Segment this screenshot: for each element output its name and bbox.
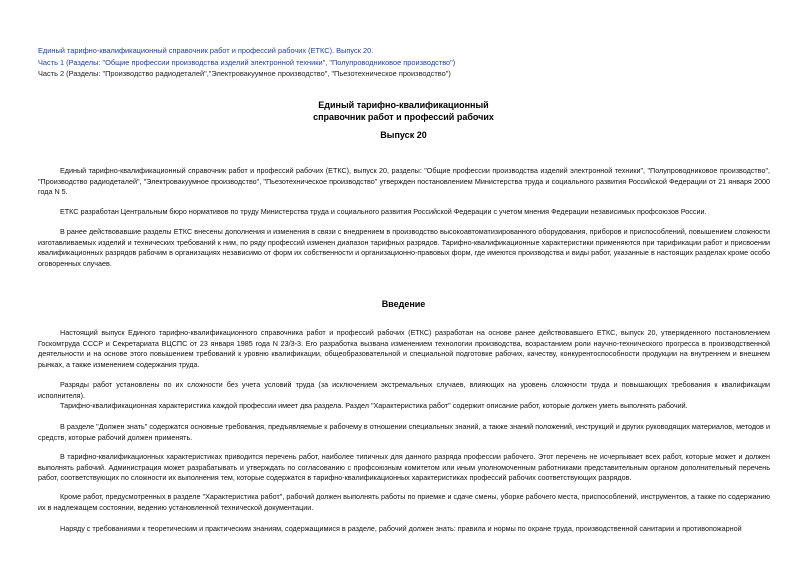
body-paragraph: Разряды работ установлены по их сложности без учета условий труда (за исключением экстремальных случаев, влияющих на уровень сложности труда и повышающих требования к квалификации исполнителя). — [38, 380, 770, 400]
intro-paragraph: Единый тарифно-квалификационный справочник работ и профессий рабочих (ЕТКС), выпуск 20, разделы: "Общие профессии производства изделий электронной техники", "Полупроводниковое производство", "Производство радиодеталей", "Электровакуумное производство", "Пьезотехническое производство" утвержден постановлением Министерства труда и социального развития Российской Федерации от 21 января 2000 года N 5. — [38, 166, 770, 196]
doc-issue-number: Выпуск 20 — [380, 130, 427, 140]
body-paragraph: Кроме работ, предусмотренных в разделе "Характеристика работ", рабочий должен выполнять работы по приемке и сдаче смены, уборке рабочего места, приспособлений, инструментов, а также по содержанию их в надлежащем состоянии, ведению установленной технической документации. — [38, 492, 770, 512]
body-paragraph: Тарифно-квалификационная характеристика каждой профессии имеет два раздела. Раздел "Характеристика работ" содержит описание работ, которые должен уметь выполнять рабочий. — [60, 401, 688, 410]
section-title-introduction: Введение — [381, 299, 426, 309]
doc-title-line2: справочник работ и профессий рабочих — [313, 112, 494, 122]
body-paragraph: Настоящий выпуск Единого тарифно-квалификационного справочника работ и профессий рабочих (ЕТКС) разработан на основе ранее действовавшего ЕТКС, выпуск 20, утвержденного постановлением Госкомтруда СССР и Секретариата ВЦСПС от 23 января 1985 года N 23/3-3. Его разработка вызвана изменением технологии производства, возрастанием роли научно-технического прогресса в производственной деятельности и на основе этого повышением требований к уровню квалификации, общеобразовательной и специальной подготовке рабочих, качеству, конкурентоспособности продукции на внутреннем и внешнем рынках, а также изменением содержания труда. — [38, 328, 770, 369]
header-link-etks-issue[interactable]: Единый тарифно-квалификационный справочник работ и профессий рабочих (ЕТКС). Выпуск 20. — [38, 46, 374, 55]
intro-paragraph: ЕТКС разработан Центральным бюро нормативов по труду Министерства труда и социального развития Российской Федерации с учетом мнения Федерации независимых профсоюзов России. — [60, 207, 707, 216]
intro-paragraph: В ранее действовавшие разделы ЕТКС внесены дополнения и изменения в связи с внедрением в производство высокоавтоматизированного оборудования, приборов и приспособлений, повышением сложности изготавливаемых изделий и технических требований к ним, по ряду профессий изменен диапазон тарифных разрядов. Тарифно-квалификационные характеристики применяются при тарификации работ и присвоении квалификационных разрядов рабочим в организациях независимо от форм их собственности и организационно-правовых форм, где имеются производства и виды работ, указанные в настоящих разделах кроме особо оговоренных случаев. — [38, 227, 770, 268]
header-part2: Часть 2 (Разделы: "Производство радиодеталей","Электровакуумное производство", "Пьезотехническое производство") — [38, 69, 451, 78]
doc-title-line1: Единый тарифно-квалификационный — [318, 100, 489, 110]
body-paragraph: В разделе "Должен знать" содержатся основные требования, предъявляемые к рабочему в отношении специальных знаний, а также знаний положений, инструкций и других руководящих материалов, методов и средств, которые рабочий должен применять. — [38, 422, 770, 442]
header-link-part1[interactable]: Часть 1 (Разделы: "Общие профессии производства изделий электронной техники", "Полупроводниковое производство") — [38, 58, 456, 67]
body-paragraph: Наряду с требованиями к теоретическим и практическим знаниям, содержащимися в разделе, рабочий должен знать: правила и нормы по охране труда, производственной санитарии и противопожарной — [60, 524, 742, 533]
body-paragraph: В тарифно-квалификационных характеристиках приводится перечень работ, наиболее типичных для данного разряда профессии рабочего. Этот перечень не исчерпывает всех работ, которые может и должен выполнять рабочий. Администрация может разрабатывать и утверждать по согласованию с профсоюзным комитетом или иным уполномоченным работниками представительным органом дополнительный перечень работ, соответствующих по сложности их выполнения тем, которые содержатся в тарифно-квалификационных характеристиках профессий рабочих соответствующих разрядов. — [38, 452, 770, 482]
